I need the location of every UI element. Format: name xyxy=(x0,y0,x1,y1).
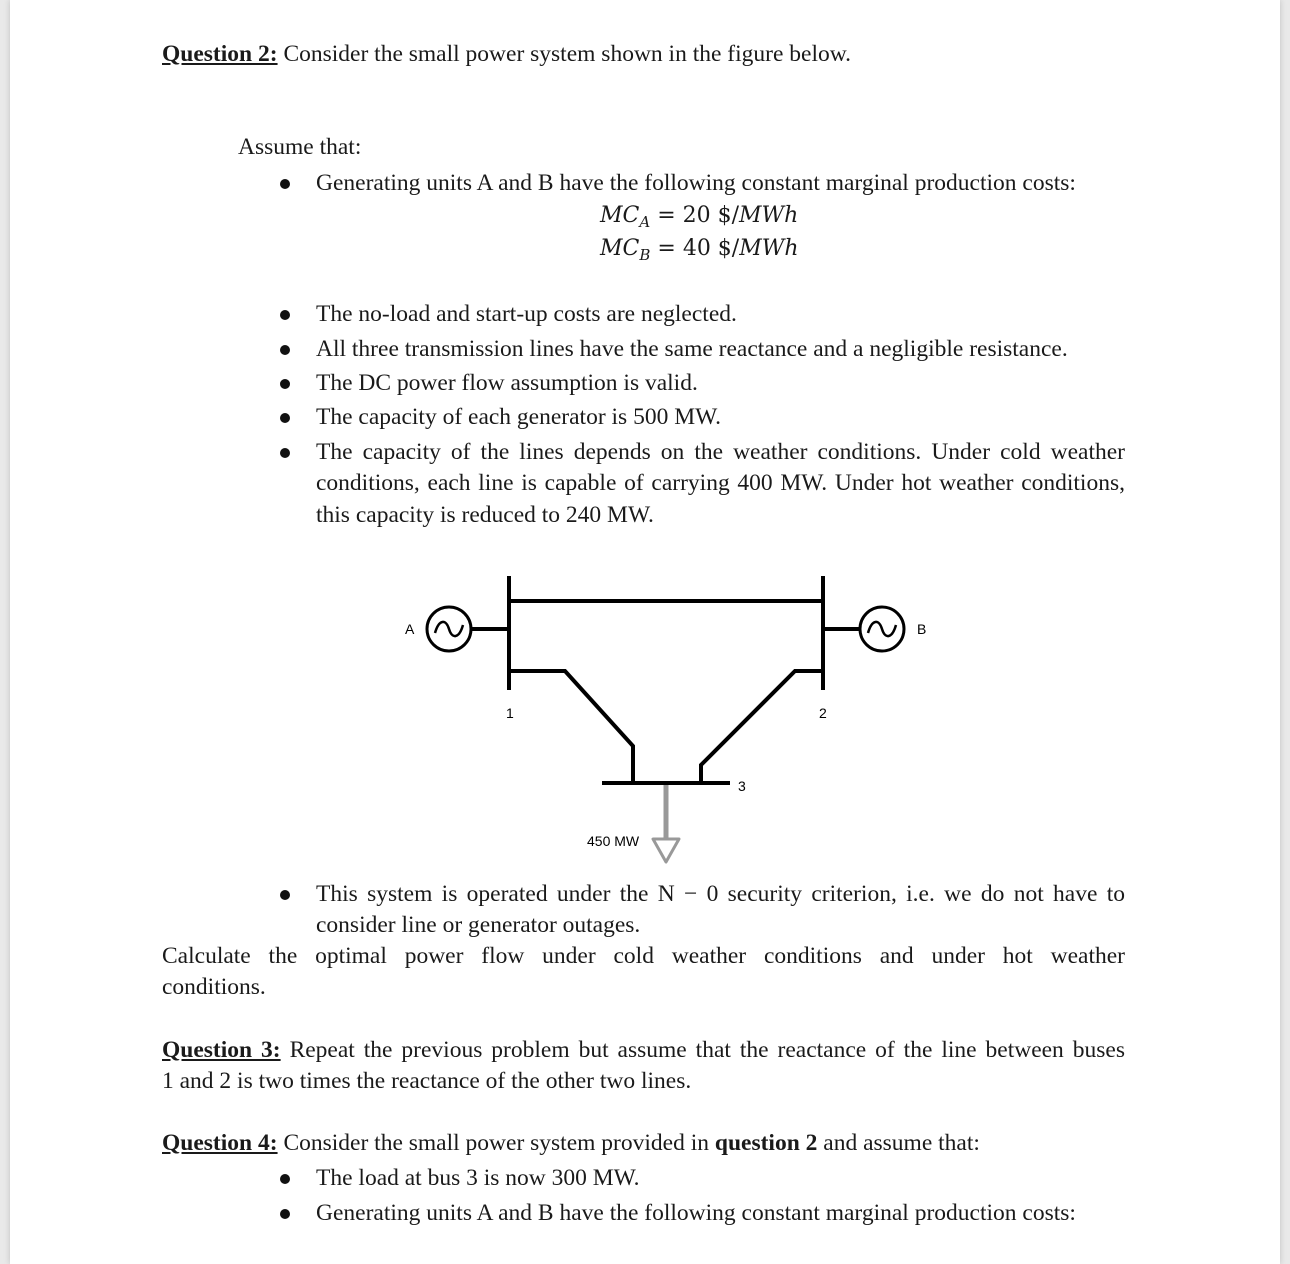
line-1-3 xyxy=(509,671,633,783)
q2-bullet-line-capacity-1: The capacity of the lines depends on the weather conditions. Under cold weather xyxy=(316,439,1125,465)
line-2-3 xyxy=(701,671,823,783)
question-4-label: Question 4: xyxy=(162,1130,278,1156)
question-3-line-1 xyxy=(162,1035,1125,1066)
bullet-marker xyxy=(280,890,290,900)
q2-calculate-line-2: conditions. xyxy=(162,974,266,1000)
question-4-heading xyxy=(162,1128,980,1159)
mc-b-value: = 40 $/ xyxy=(657,236,740,261)
load-label: 450 MW xyxy=(587,833,640,849)
gen-b-label: B xyxy=(917,621,927,637)
question-3-text: Repeat the previous problem but assume that the reactance of the line between buses xyxy=(289,1037,1125,1063)
mc-a-unit: MWh xyxy=(739,203,799,228)
mc-b-symbol: MC xyxy=(600,236,640,261)
mc-a-value: = 20 $/ xyxy=(657,203,740,228)
question-4-ref: question 2 xyxy=(714,1130,818,1156)
generator-a-icon xyxy=(427,607,471,651)
q2-bullet-gen-capacity: The capacity of each generator is 500 MW. xyxy=(316,404,721,430)
bus-2-label: 2 xyxy=(819,705,827,721)
q2-bullet-line-capacity-3: this capacity is reduced to 240 MW. xyxy=(316,502,654,528)
q2-bullet-security-1: This system is operated under the N − 0 security criterion, i.e. we do not have to xyxy=(316,881,1125,907)
question-3-line-2: 1 and 2 is two times the reactance of the other two lines. xyxy=(162,1068,692,1094)
bus-1-label: 1 xyxy=(506,705,514,721)
mc-b-unit: MWh xyxy=(739,236,799,261)
question-4-intro-end: and assume that: xyxy=(823,1130,980,1156)
bus-3-label: 3 xyxy=(738,778,746,794)
q2-calculate-line-1: Calculate the optimal power flow under cold weather conditions and under hot weather xyxy=(162,943,1125,969)
q2-bullet-dc-flow: The DC power flow assumption is valid. xyxy=(316,370,698,396)
bullet-marker xyxy=(280,1174,290,1184)
q2-bullet-noload: The no-load and start-up costs are neglected. xyxy=(316,301,737,327)
mc-a-symbol: MC xyxy=(600,203,640,228)
bullet-marker xyxy=(280,1209,290,1219)
mc-b-subscript: B xyxy=(639,246,651,264)
q2-bullet-line-capacity-2: conditions, each line is capable of carrying 400 MW. Under hot weather conditions, xyxy=(316,470,1125,496)
gen-a-label: A xyxy=(405,621,415,637)
question-2-intro: Consider the small power system shown in the figure below. xyxy=(283,41,852,67)
q2-bullet-costs: Generating units A and B have the following constant marginal production costs: xyxy=(316,170,1076,196)
mc-a-subscript: A xyxy=(639,213,651,231)
question-3-label: Question 3: xyxy=(162,1037,281,1063)
q4-bullet-costs: Generating units A and B have the following constant marginal production costs: xyxy=(316,1200,1076,1226)
q2-bullet-reactance: All three transmission lines have the same reactance and a negligible resistance. xyxy=(316,336,1068,362)
load-arrow-icon xyxy=(653,785,679,862)
generator-b-icon xyxy=(860,607,904,651)
question-2-label: Question 2: xyxy=(162,41,278,67)
q2-bullet-security-2: consider line or generator outages. xyxy=(316,912,641,938)
q4-bullet-load: The load at bus 3 is now 300 MW. xyxy=(316,1165,640,1191)
assume-heading: Assume that: xyxy=(238,134,362,160)
question-4-intro: Consider the small power system provided in xyxy=(283,1130,709,1156)
